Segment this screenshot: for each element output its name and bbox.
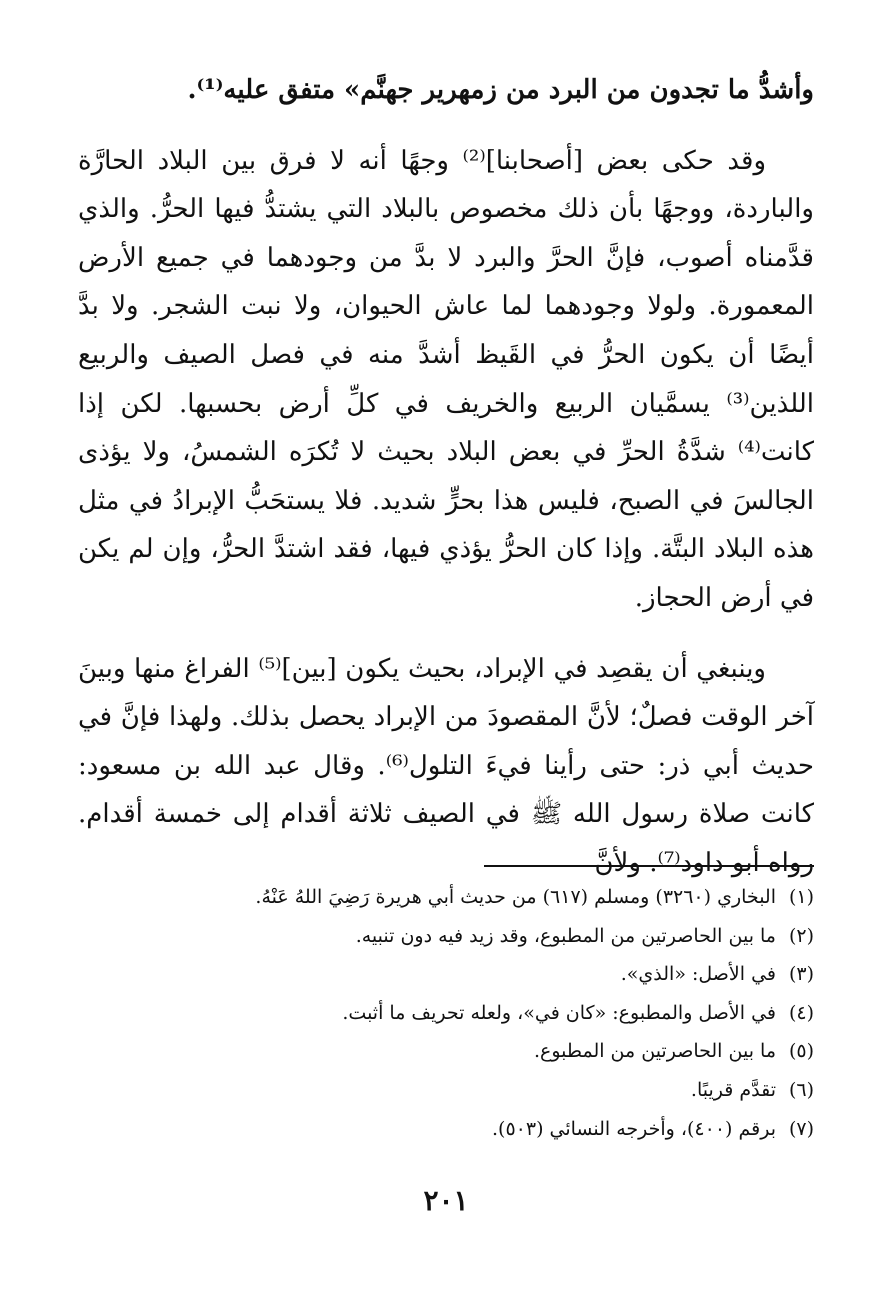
footnote-number: (١) <box>788 886 814 908</box>
main-text <box>78 66 814 888</box>
footnote-text: تقدَّم قريبًا. <box>690 1078 776 1101</box>
footnote-text: البخاري (٣٢٦٠) ومسلم (٦١٧) من حديث أبي هريرة رَضِيَ اللهُ عَنْهُ. <box>255 886 776 908</box>
footnote-number: (٣) <box>788 963 814 986</box>
footnote-number: (٢) <box>788 924 814 947</box>
footnote-7 <box>78 1110 814 1149</box>
footnote-5 <box>78 1032 814 1071</box>
footnote-text: في الأصل والمطبوع: «كان في»، ولعله تحريف ما أثبت. <box>342 1001 776 1024</box>
footnote-text: في الأصل: «الذي». <box>620 963 776 986</box>
paragraph-2: وينبغي أن يقصِد في الإبراد، بحيث يكون [بين]⁽⁵⁾ الفراغ منها وبينَ آخر الوقت فصلٌ؛ لأنَّ المقصودَ من الإبراد يحصل بذلك. ولهذا فإنَّ في حديث أبي ذر: حتى رأينا فيءَ التلول⁽⁶⁾. وقال عبد الله بن مسعود: كانت صلاة رسول الله ﷺ في الصيف ثلاثة أقدام إلى خمسة أقدام. رواه أبو داود⁽⁷⁾. ولأنَّ <box>78 653 814 878</box>
footnote-text: برقم (٤٠٠)، وأخرجه النسائي (٥٠٣). <box>491 1117 776 1140</box>
footnote-6 <box>78 1071 814 1110</box>
footnote-separator <box>484 865 814 867</box>
footnote-number: (٥) <box>788 1040 814 1063</box>
footnote-text: ما بين الحاصرتين من المطبوع. <box>533 1040 776 1063</box>
paragraph-1: وقد حكى بعض [أصحابنا]⁽²⁾ وجهًا أنه لا فرق بين البلاد الحارَّة والباردة، ووجهًا بأن ذلك مخصوص بالبلاد التي يشتدُّ فيها الحرُّ. والذي قدَّمناه أصوب، فإنَّ الحرَّ والبرد لا بدَّ من وجودهما في جميع الأرض المعمورة. ولولا وجودهما لما عاش الحيوان، ولا نبت الشجر. ولا بدَّ أيضًا أن يكون الحرُّ في القَيظ أشدَّ منه في فصل الصيف والربيع اللذين⁽³⁾ يسمَّيان الربيع والخريف في كلِّ أرض بحسبها. لكن إذا كانت⁽⁴⁾ شدَّةُ الحرِّ في بعض البلاد بحيث لا تُكرَه الشمسُ، ولا يؤذى الجالسَ في الصبح، فليس هذا بحرٍّ شديد. فلا يستحَبُّ الإبرادُ في مثل هذه البلاد البتَّة. وإذا كان الحرُّ يؤذي فيها، فقد اشتدَّ الحرُّ، وإن لم يكن في أرض الحجاز. <box>78 145 814 613</box>
footnote-4 <box>78 994 814 1033</box>
footnote-1 <box>78 878 814 917</box>
footnote-number: (٦) <box>788 1078 814 1101</box>
footnote-3 <box>78 955 814 994</box>
footnote-2 <box>78 917 814 956</box>
page-number: ٢٠١ <box>423 1184 469 1217</box>
footnote-text: ما بين الحاصرتين من المطبوع، وقد زيد فيه دون تنبيه. <box>355 924 776 947</box>
footnote-number: (٧) <box>788 1117 814 1140</box>
footnotes <box>78 878 814 1148</box>
footnote-number: (٤) <box>788 1001 814 1024</box>
hadith-lead-line: وأشدُّ ما تجدون من البرد من زمهرير جهنَّم» متفق عليه⁽¹⁾. <box>187 75 814 105</box>
